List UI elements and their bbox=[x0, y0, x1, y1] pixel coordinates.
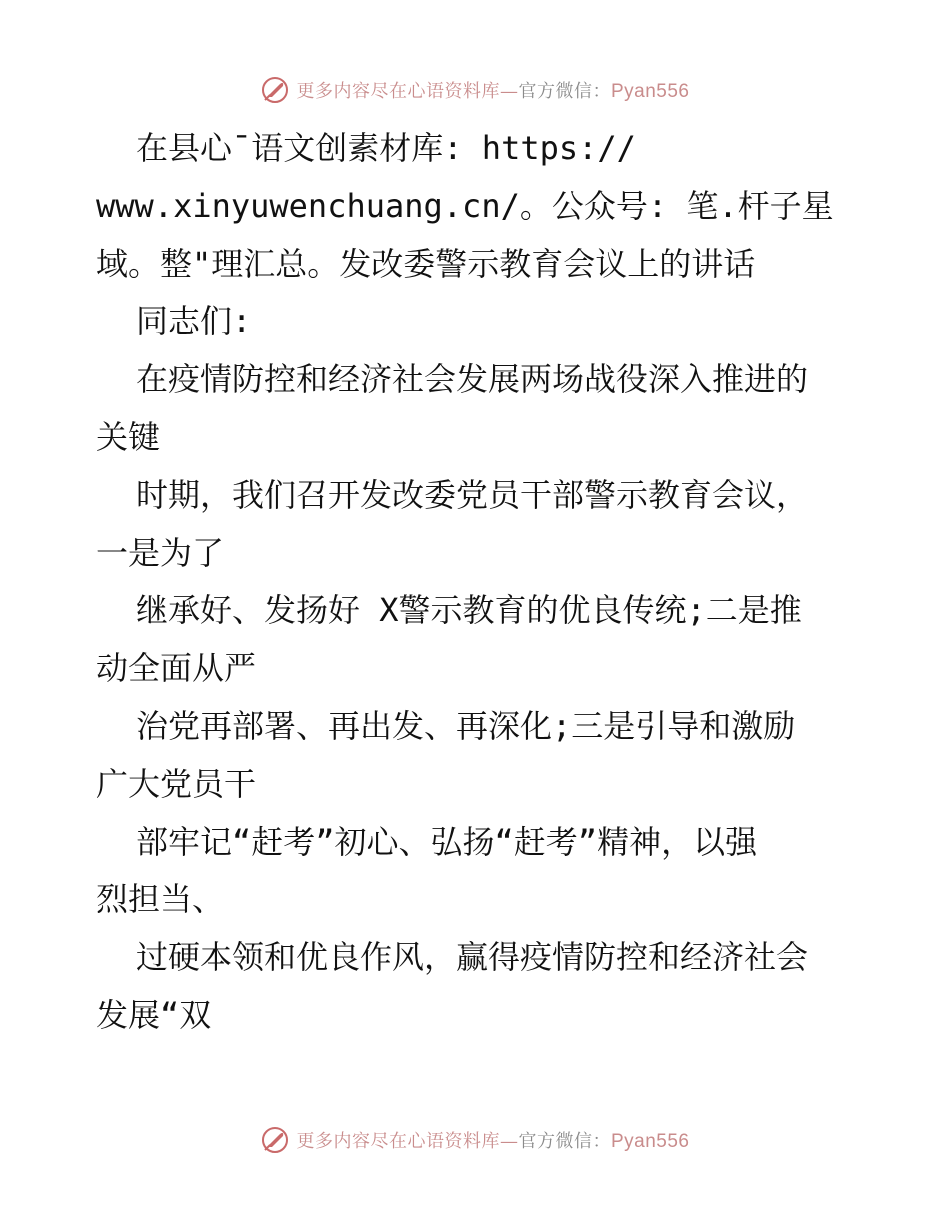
watermark-brand: 更多内容尽在心语资料库 bbox=[296, 81, 500, 102]
body-line-7: 时期，我们召开发改委党员干部警示教育会议， bbox=[136, 475, 809, 514]
feather-logo-icon bbox=[260, 75, 290, 105]
watermark-text bbox=[296, 77, 689, 103]
body-line-4: 同志们: bbox=[136, 302, 252, 341]
feather-logo-icon bbox=[260, 1125, 290, 1155]
body-line-14: 烈担当、 bbox=[96, 880, 225, 919]
body-line-10: 动全面从严 bbox=[96, 649, 257, 688]
body-line-13: 部牢记“赶考”初心、弘扬“赶考”精神，以强 bbox=[136, 822, 758, 861]
body-line-2: www.xinyuwenchuang.cn/。公众号: 笔.杆子星 bbox=[96, 186, 834, 225]
body-line-3: 域。整"理汇总。发改委警示教育会议上的讲话 bbox=[96, 244, 756, 283]
body-line-8: 一是为了 bbox=[96, 533, 225, 572]
body-line-16: 发展“双 bbox=[96, 995, 212, 1034]
watermark-footer bbox=[0, 1120, 950, 1160]
watermark-dash: — bbox=[499, 81, 519, 102]
body-line-11: 治党再部署、再出发、再深化;三是引导和激励 bbox=[136, 706, 796, 745]
watermark-brand: 更多内容尽在心语资料库 bbox=[296, 1131, 500, 1152]
watermark-wechat-id: Pyan556 bbox=[610, 81, 690, 102]
watermark-wechat-id: Pyan556 bbox=[610, 1131, 690, 1152]
watermark-header bbox=[0, 70, 950, 110]
watermark-dash: — bbox=[499, 1131, 519, 1152]
body-line-15: 过硬本领和优良作风，赢得疫情防控和经济社会 bbox=[136, 938, 809, 977]
body-line-9: 继承好、发扬好 X警示教育的优良传统;二是推 bbox=[136, 591, 802, 630]
body-line-5: 在疫情防控和经济社会发展两场战役深入推进的 bbox=[136, 360, 809, 399]
watermark-colon: ： bbox=[592, 1131, 611, 1152]
watermark-official: 官方微信 bbox=[518, 81, 593, 102]
body-line-12: 广大党员干 bbox=[96, 764, 257, 803]
body-line-6: 关键 bbox=[96, 417, 161, 456]
watermark-official: 官方微信 bbox=[518, 1131, 593, 1152]
watermark-colon: ： bbox=[592, 81, 611, 102]
body-line-1: 在县心¯语文创素材库: https:// bbox=[136, 129, 636, 167]
watermark-text bbox=[296, 1127, 689, 1153]
document-body bbox=[96, 120, 876, 1045]
